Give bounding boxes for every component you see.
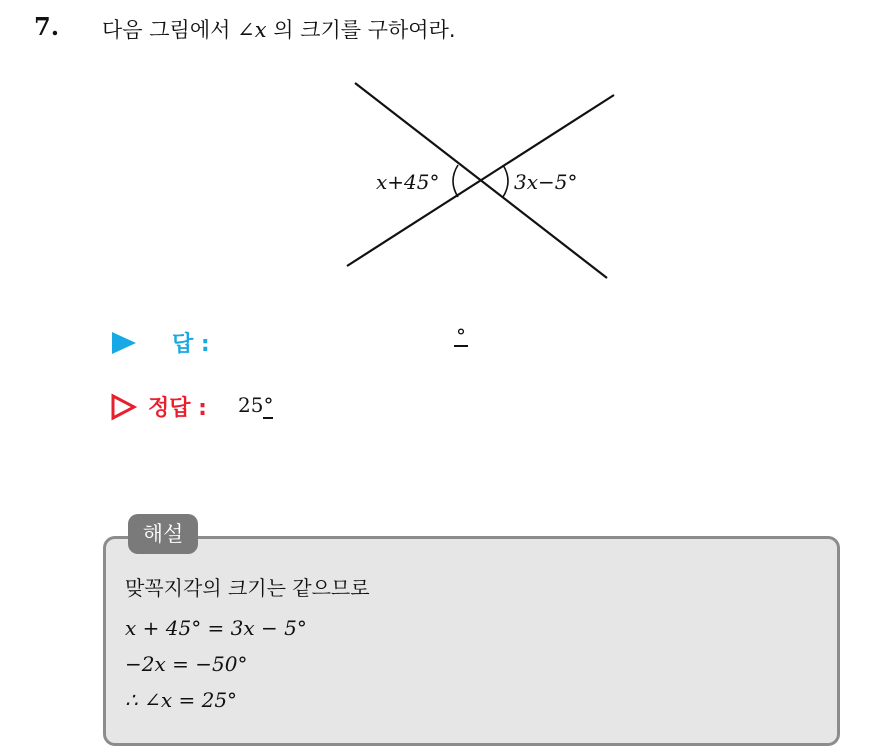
solution-line-3: −2x = −50° (125, 652, 248, 676)
question-variable: ∠x (237, 18, 267, 42)
correct-row (110, 390, 510, 422)
solution-tag: 해설 (128, 514, 198, 554)
answer-arrow-icon (110, 330, 138, 356)
question-text-suffix: 의 크기를 구하여라. (273, 18, 456, 42)
left-angle-label: x+45° (376, 170, 440, 194)
left-angle-arc (453, 165, 458, 197)
question-text-prefix: 다음 그림에서 (102, 18, 231, 42)
solution-line-2: x + 45° = 3x − 5° (125, 616, 307, 640)
solution-line-1: 맞꼭지각의 크기는 같으므로 (125, 576, 370, 600)
right-angle-arc (503, 165, 508, 197)
answer-unit: ° (456, 324, 466, 348)
question-number: 7. (34, 12, 60, 41)
correct-value (238, 393, 273, 417)
intersecting-lines-figure (0, 0, 884, 310)
correct-label: 정답 : (148, 396, 207, 421)
answer-row (110, 324, 510, 359)
solution-line-4: ∴ ∠x = 25° (125, 688, 238, 712)
correct-arrow-icon (110, 393, 138, 421)
right-angle-label: 3x−5° (514, 170, 578, 194)
correct-number: 25 (238, 393, 264, 417)
correct-unit: ° (263, 393, 274, 417)
answer-label: 답 : (172, 332, 210, 357)
solution-box (103, 536, 840, 746)
